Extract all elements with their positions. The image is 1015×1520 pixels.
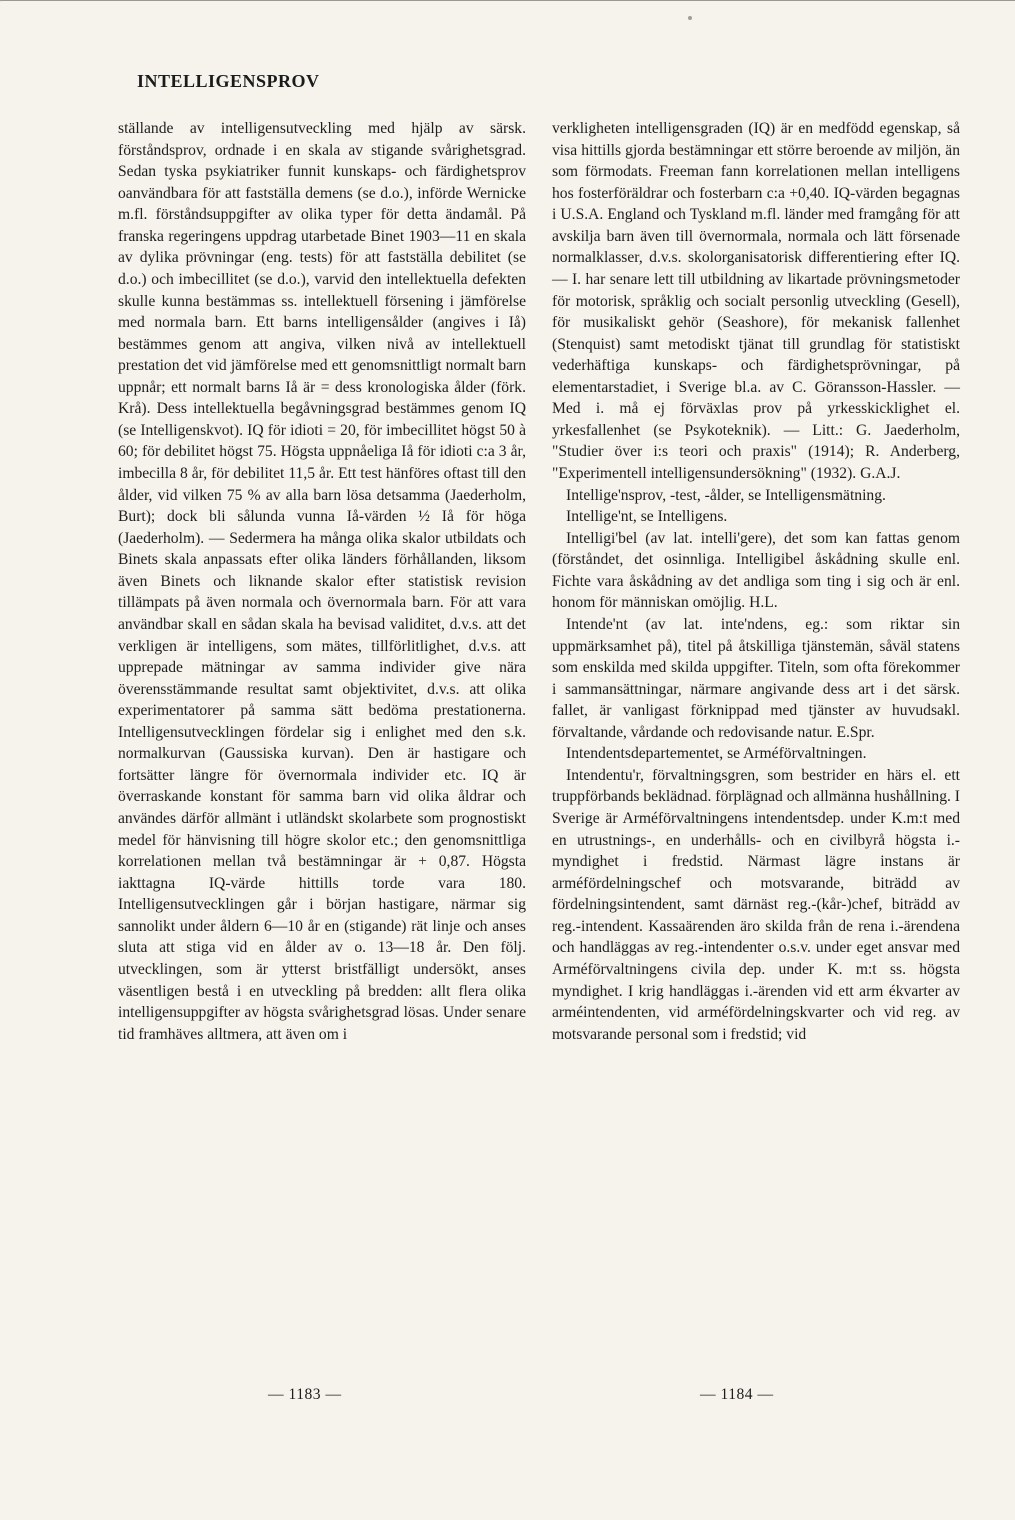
folded-corner xyxy=(0,0,21,30)
speck xyxy=(688,16,692,20)
entry-intendentsdepartementet: Intendentsdepartementet, se Arméförvaltningen. xyxy=(566,745,867,763)
entry-intendentur: Intendentu'r, förvaltningsgren, som bestrider en härs el. ett truppförbands beklädnad. förplägnad och allmänna hushållning. I Sverige är Arméförvaltningens intendentsdep. under K.m:t med en utrustnings-, en underhålls- och en civilbyrå högsta i.-myndighet i fredstid. Närmast lägre instans är arméfördelningschef och motsvarande, biträdd av fördelningsintendent, samt därnäst reg.-(kår-)chef, biträdd av reg.-intendent. Kassaärenden äro skilda från de rena i.-ärendena och handläggas av reg.-intendenter o.s.v. under eget ansvar med Arméförvaltningens civila dep. under K. m:t ss. högsta myndighet. I krig handläggas i.-ärenden vid ett arm ékvarter av arméintendenten, vid arméfördelningskvarter och vid reg. av motsvarande personal som i fredstid; vid xyxy=(552,766,960,1043)
article-text-continued: verkligheten intelligensgraden (IQ) är en medfödd egenskap, så visa hittills gjorda bestämningar ett större beroende av miljön, än som förmodats. Freeman fann korrelationen mellan intelligens hos fosterföräldrar och fosterbarn c:a +0,40. IQ-värden begagnas i U.S.A. England och Tyskland m.fl. länder med framgång för att avskilja barn även till övernormala, normala och lätt försenade normalklasser, d.v.s. skolorganisatorisk differentiering efter IQ. — I. har senare lett till utbildning av likartade prövningsmetoder för motorisk, språklig och socialt personlig utveckling (Gesell), för musikaliskt gehör (Seashore), för mekanisk fallenhet (Stenquist) samt metodiskt tjänat till grundlag för statistiskt vederhäftiga kunskaps- och färdighetsprövningar, på elementarstadiet, i Sverige bl.a. av C. Göransson-Hassler. — Med i. må ej förväxlas prov på yrkesskicklighet el. yrkesfallenhet (se Psykoteknik). — Litt.: G. Jaederholm, "Studier över i:s teori och praxis" (1914); R. Anderberg, "Experimentell intelligensundersökning" (1932). G.A.J. xyxy=(552,120,960,482)
entry-intelligensprov: Intellige'nsprov, -test, -ålder, se Intelligensmätning. xyxy=(566,486,886,504)
article-text: ställande av intelligensutveckling med hjälp av särsk. förståndsprov, ordnade i en skala av stigande svårighetsgrad. Sedan tyska psykiatriker funnit kunskaps- och färdighetsprov oanvändbara för att fastställa demens (se d.o.), införde Wernicke m.fl. förståndsuppgifter av olika typer för detta ändamål. På franska regeringens uppdrag utarbetade Binet 1903—11 en skala av dylika prövningar (eng. tests) för att fastställa debilitet (se d.o.) och imbecillitet (se d.o.), varvid den intellektuella defekten skulle kunna bestämmas ss. intellektuell försening i jämförelse med normala barn. Ett barns intelligensålder (angives i Iå) bestämmes genom att angiva, vilken nivå av intellektuell prestation det vid jämförelse med ett genomsnittligt normalt barn uppnår; ett normalt barns Iå är = dess kronologiska ålder (förk. Krå). Dess intellektuella begåvningsgrad bestämmes genom IQ (se Intelligenskvot). IQ för idioti = 20, för imbecillitet högst 50 à 60; för debilitet högst 75. Högsta uppnåeliga Iå för idioti c:a 3 år, imbecilla 8 år, för debilitet 11,5 år. Ett test hänföres oftast till den ålder, vid vilken 75 % av alla barn lösa detsamma (Jaederholm, Burt); dock bli sålunda vunna Iå-värden ½ Iå för höga (Jaederholm). — Sedermera ha många olika skalor utbildats och Binets skala anpassats efter olika länders förhållanden, liksom även Binets och liknande skalor efter statistisk revision tillämpats på även normala och övernormala barn. För att vara användbar skall en sådan skala ha bevisad validitet, d.v.s. att det verkligen är intelligens, som mätes, tillförlitlighet, d.v.s. att upprepade mätningar av samma individer give nära överensstämmande resultat samt objektivitet, d.v.s. att olika experimentatorer på samma sätt bedöma prestationerna. Intelligensutvecklingen fördelar sig i enlighet med den s.k. normalkurvan (Gaussiska kurvan). Den är hastigare och fortsätter längre för övernormala individer etc. IQ är överraskande konstant för samma barn vid olika åldrar och användes därför allmänt i utländskt skolarbete som prognostiskt medel för hänvisning till högre skolor etc.; den genomsnittliga korrelationen mellan två bestämningar är + 0,87. Högsta iakttagna IQ-värde hittills torde vara 180. Intelligensutvecklingen går i början hastigare, närmar sig sannolikt under åldern 6—10 år en (stigande) rät linje och anses sluta att stiga vid en ålder av o. 13—18 år. Den följ. utvecklingen, som är ytterst bristfälligt undersökt, anses väsentligen bestå i en utveckling på bredden: allt flera olika intelligensuppgifter av högsta svårighetsgrad lösas. Under senare tid framhäves alltmera, att även om i xyxy=(118,120,526,1043)
right-column xyxy=(552,118,960,1045)
entry-intelligibel: Intelligi'bel (av lat. intelli'gere), det som kan fattas genom (förståndet, det osinnliga. Intelligibel åskådning skulle enl. Fichte vara åskådning av det andliga som ting i sig och är enl. honom för människan omöjlig. H.L. xyxy=(552,529,960,612)
left-column xyxy=(118,118,526,1045)
entry-intelligent: Intellige'nt, se Intelligens. xyxy=(566,508,728,526)
page-number-right: — 1184 — xyxy=(700,1386,774,1403)
entry-intendent: Intende'nt (av lat. inte'ndens, eg.: som riktar sin uppmärksamhet på), titel på åtskilliga tjänstemän, såväl statens som enskilda med skilda uppgifter. Titeln, som ofta förekommer i sammansättningar, närmare angivande dess art i det särsk. fallet, är vanligast förknippad med tjänster av huvudsakl. förvaltande, vårdande och redovisande natur. E.Spr. xyxy=(552,615,960,741)
running-head: INTELLIGENSPROV xyxy=(137,71,320,91)
page-number-left: — 1183 — xyxy=(268,1386,342,1403)
page-edge xyxy=(0,0,1015,7)
